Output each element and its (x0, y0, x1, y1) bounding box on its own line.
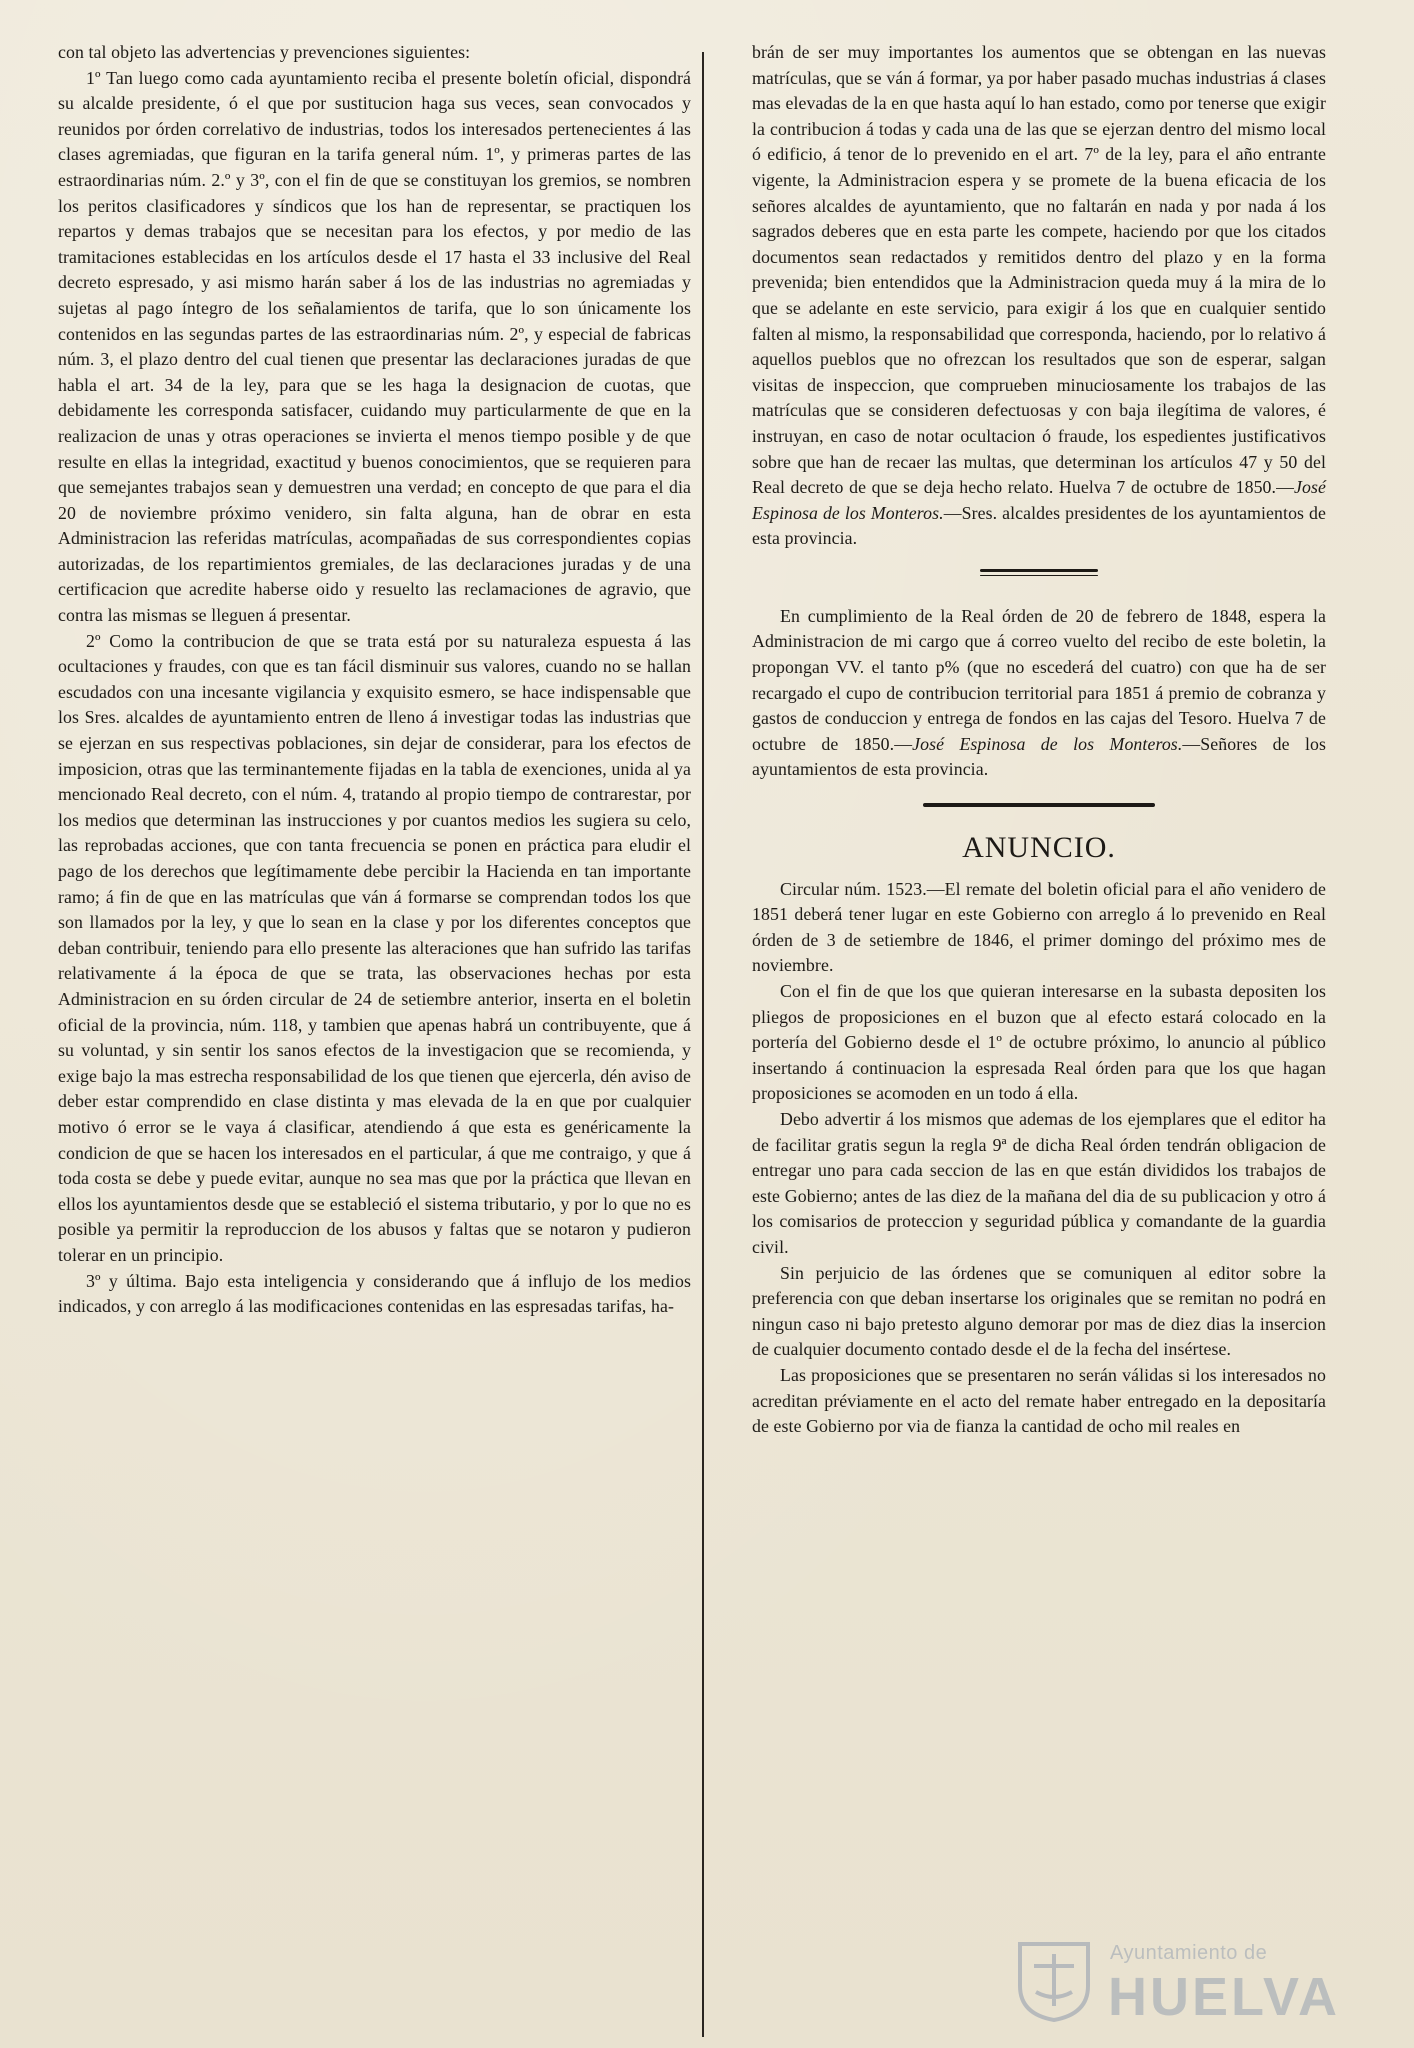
right-paragraph-4: Con el fin de que los que quieran interesarse en la subasta depositen los pliegos de proposiciones en el buzon que al efecto estará colocado en la portería del Gobierno desde el 1º de octubre próximo, lo anuncio al público insertando á continuacion la espresada Real órden para que los que hagan proposiciones se acomoden en un todo á ella. (752, 981, 1326, 1104)
right-paragraph-1-addressee: Sres. alcaldes presidentes de los ayuntamientos de esta provincia. (752, 502, 1326, 549)
watermark-big-text: HUELVA (1108, 1967, 1340, 2027)
left-column (58, 40, 691, 1320)
left-paragraph-4: 3º y última. Bajo esta inteligencia y considerando que á influjo de los medios indicados, y con arreglo á las modificaciones contenidas en las espresadas tarifas, ha- (58, 1270, 691, 1317)
right-paragraph-3: Circular núm. 1523.—El remate del boletin oficial para el año venidero de 1851 deberá tener lugar en este Gobierno con arreglo á lo prevenido en Real órden de 3 de setiembre de 1846, el primer domingo del próximo mes de noviembre. (752, 878, 1326, 976)
left-paragraph-2: 1º Tan luego como cada ayuntamiento reciba el presente boletín oficial, dispondrá su alcalde presidente, ó el que por sustitucion haga sus veces, sean convocados y reunidos por órden correlativo de industrias, todos los interesados pertenecientes á las clases agremiadas, que figuran en la tarifa general núm. 1º, y primeras partes de las estraordinarias núm. 2.º y 3º, con el fin de que se constituyan los gremios, se nombren los peritos clasificadores y síndicos que los han de representar, se practiquen los repartos y demas trabajos que se necesitan para los efectos, y por medio de las tramitaciones establecidas en los artículos desde el 17 hasta el 33 inclusive del Real decreto espresado, y asi mismo harán saber á los de las industrias no agremiadas y sujetas al pago íntegro de los señalamientos de tarifa, que lo son únicamente los contenidos en las segundas partes de las estraordinarias núm. 2º, y especial de fabricas núm. 3, el plazo dentro del cual tienen que presentar las declaraciones juradas de que habla el art. 34 de la ley, para que se les haga la designacion de cuotas, que debidamente les corresponda satisfacer, cuidando muy particularmente de que en la realizacion de unas y otras operaciones se invierta el menos tiempo posible y de que resulte en ellas la integridad, exactitud y buenos conocimientos, que se requieren para que semejantes trabajos sean y demuestren una verdad; en concepto de que para el dia 20 de noviembre próximo venidero, sin falta alguna, han de obrar en esta Administracion las referidas matrículas, acompañadas de sus correspondientes copias autorizadas, de los repartimientos gremiales, de las declaraciones juradas y de una certificacion que acredite haberse oido y resuelto las reclamaciones de agravio, que contra las mismas se lleguen á presentar. (58, 67, 691, 626)
city-seal-icon (1010, 1936, 1098, 2024)
right-paragraph-6: Sin perjuicio de las órdenes que se comuniquen al editor sobre la preferencia con que deban insertarse los originales que se remitan no podrá en ningun caso ni bajo pretesto alguno demorar por mas de diez dias la insercion de cualquier documento contado desde el de la fecha del insértese. (752, 1262, 1326, 1360)
signature-2: José Espinosa de los Monteros. (912, 733, 1183, 754)
right-paragraph-1: brán de ser muy importantes los aumentos que se obtengan en las nuevas matrículas, que se ván á formar, ya por haber pasado muchas industrias á clases mas elevadas de la en que hasta aquí lo han estado, como por tenerse que exigir la contribucion á todas y cada una de las que se ejerzan dentro del mismo local ó edificio, á tenor de lo prevenido en el art. 7º de la ley, para el año entrante vigente, la Administracion espera y se promete de la buena eficacia de los señores alcaldes de ayuntamiento, que no faltarán en nada y por nada á los sagrados deberes que en esta parte les compete, haciendo por que los citados documentos sean redactados y remitidos dentro del plazo y en la forma prevenida; bien entendidos que la Administracion queda muy á la mira de lo que se adelante en este servicio, para exigir á los que en cualquier sentido falten al mismo, la responsabilidad que corresponda, haciendo, por lo relativo á aquellos pueblos que no ofrezcan los resultados que son de esperar, salgan visitas de inspeccion, que comprueben minuciosamente los trabajos de las matrículas que se consideren defectuosas y con baja ilegítima de valores, é instruyan, en caso de notar ocultacion ó fraude, los espedientes justificativos sobre que han de recaer las multas, que determinan los artículos 47 y 50 del Real decreto de que se deja hecho relato. Huelva 7 de octubre de 1850.—José Espinosa de los Monteros.—Sres. alcaldes presidentes de los ayuntamientos de esta provincia. (752, 42, 1326, 549)
signature-1: José Espinosa de los Monteros. (752, 477, 1326, 523)
right-paragraph-2: En cumplimiento de la Real órden de 20 de febrero de 1848, espera la Administracion de mi cargo que á correo vuelto del recibo de este boletin, la propongan VV. el tanto p% (que no escederá del cuatro) con que ha de ser recargado el cupo de contribucion territorial para 1851 á premio de cobranza y gastos de conduccion y entrega de fondos en las cajas del Tesoro. Huelva 7 de octubre de 1850.—José Espinosa de los Monteros.—Señores de los ayuntamientos de esta provincia. (752, 605, 1326, 780)
separator-ornament-2 (752, 797, 1326, 817)
right-paragraph-7: Las proposiciones que se presentaren no serán válidas si los interesados no acreditan préviamente en el acto del remate haber entregado en la depositaría de este Gobierno por via de fianza la cantidad de ocho mil reales en (752, 1364, 1326, 1437)
anuncio-heading: ANUNCIO. (962, 831, 1116, 865)
column-divider (702, 52, 704, 2037)
left-paragraph-1: con tal objeto las advertencias y prevenciones siguientes: (58, 42, 471, 62)
right-paragraph-2-text: En cumplimiento de la Real órden de 20 de febrero de 1848, espera la Administracion de mi cargo que á correo vuelto del recibo de este boletin, la propongan VV. el tanto p% (que no escederá del cuatro) con que ha de ser recargado el cupo de contribucion territorial para 1851 á premio de cobranza y gastos de conduccion y entrega de fondos en las cajas del Tesoro. Huelva 7 de octubre de 1850. (752, 605, 1326, 754)
watermark-small-text: Ayuntamiento de (1110, 1942, 1268, 1964)
left-paragraph-3: 2º Como la contribucion de que se trata está por su naturaleza espuesta á las ocultaciones y fraudes, con que es tan fácil disminuir sus valores, cuando no se hallan escudados con una incesante vigilancia y exquisito esmero, se hace indispensable que los Sres. alcaldes de ayuntamiento entren de lleno á investigar todas las industrias que se ejerzan en sus respectivas poblaciones, sin dejar de considerar, para los efectos de imposicion, otras que las terminantemente fijadas en la tabla de exenciones, unida al ya mencionado Real decreto, con el núm. 4, tratando al propio tiempo de contrarestar, por los medios que determinan las instrucciones y por cuantos medios les sugiera su celo, las reprobadas acciones, que con tanta frecuencia se ponen en práctica para eludir el pago de los derechos que legítimamente debe percibir la Hacienda en tan importante ramo; á fin de que en las matrículas que ván á formarse se comprendan todos los que son llamados por la ley, y que lo sean en la clase y por los diferentes conceptos que deban contribuir, teniendo para ello presente las alteraciones que han sufrido las tarifas relativamente á la época de que se trata, las observaciones hechas por esta Administracion en su órden circular de 24 de setiembre anterior, inserta en el boletin oficial de la provincia, núm. 118, y tambien que apenas habrá un contribuyente, que á su voluntad, y sin sentir los sanos efectos de la investigacion que se recomienda, y exige bajo la mas estrecha responsabilidad de los que tienen que ejercerla, dén aviso de deber estar comprendido en clase distinta y mas elevada de la en que por cualquier motivo ó error se le vaya á clasificar, atendiendo á que esta es genéricamente la condicion de que se hacen los interesados en el particular, á que me contraigo, y que á toda costa se debe y puede evitar, aunque no sea mas que por la práctica que llevan en ellos los ayuntamientos desde que se estableció el sistema tributario, y por lo que no es posible ya permitir la reproduccion de los abusos y faltas que se notaron y pudieron tolerar en un principio. (58, 630, 691, 1265)
archive-watermark (1010, 1930, 1340, 2030)
right-column (752, 40, 1326, 1440)
right-paragraph-1-text: brán de ser muy importantes los aumentos que se obtengan en las nuevas matrículas, que se ván á formar, ya por haber pasado muchas industrias á clases mas elevadas de la en que hasta aquí lo han estado, como por tenerse que exigir la contribucion á todas y cada una de las que se ejerzan dentro del mismo local ó edificio, á tenor de lo prevenido en el art. 7º de la ley, para el año entrante vigente, la Administracion espera y se promete de la buena eficacia de los señores alcaldes de ayuntamiento, que no faltarán en nada y por nada á los sagrados deberes que en esta parte les compete, haciendo por que los citados documentos sean redactados y remitidos dentro del plazo y en la forma prevenida; bien entendidos que la Administracion queda muy á la mira de lo que se adelante en este servicio, para exigir á los que en cualquier sentido falten al mismo, la responsabilidad que corresponda, haciendo, por lo relativo á aquellos pueblos que no ofrezcan los resultados que son de esperar, salgan visitas de inspeccion, que comprueben minuciosamente los trabajos de las matrículas que se consideren defectuosas y con baja ilegítima de valores, é instruyan, en caso de notar ocultacion ó fraude, los espedientes justificativos sobre que han de recaer las multas, que determinan los artículos 47 y 50 del Real decreto de que se deja hecho relato. Huelva 7 de octubre de 1850. (752, 42, 1326, 498)
right-paragraph-2-addressee: Señores de los ayuntamientos de esta provincia. (752, 733, 1326, 780)
separator-ornament-1 (752, 566, 1326, 586)
right-paragraph-5: Debo advertir á los mismos que ademas de los ejemplares que el editor ha de facilitar gratis segun la regla 9ª de dicha Real órden tendrán obligacion de entregar uno para cada seccion de las en que están divididos los trabajos de este Gobierno; antes de las diez de la mañana del dia de su publicacion y otro á los comisarios de proteccion y seguridad pública y comandante de la guardia civil. (752, 1108, 1326, 1257)
